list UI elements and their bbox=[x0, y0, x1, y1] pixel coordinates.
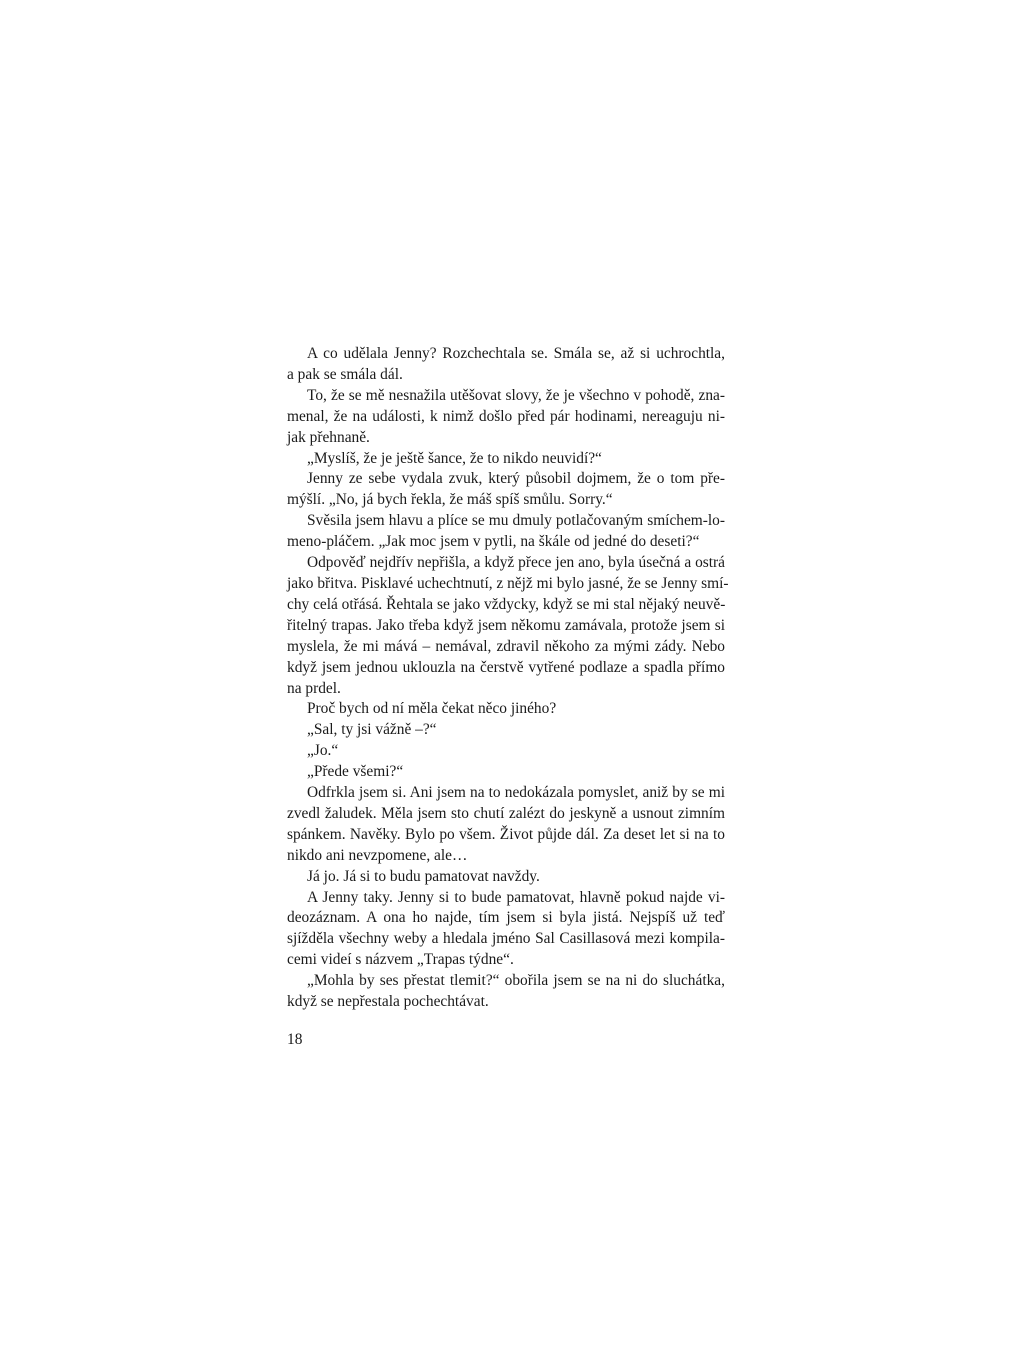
text-line: „Mohla by ses přestat tlemit?“ obořila jsem se na ni do sluchátka, bbox=[307, 972, 725, 990]
body-text bbox=[287, 344, 729, 1013]
text-line: menal, že na události, k nimž došlo před pár hodinami, nereaguju ni- bbox=[287, 407, 725, 425]
text-line: deozáznam. A ona ho najde, tím jsem si byla jistá. Nejspíš už teď bbox=[287, 909, 725, 927]
page-number: 18 bbox=[287, 1031, 303, 1048]
paragraph bbox=[287, 867, 725, 888]
text-line: Odpověď nejdřív nepřišla, a když přece jen ano, byla úsečná a ostrá bbox=[307, 554, 725, 572]
text-line: To, že se mě nesnažila utěšovat slovy, že je všechno v pohodě, zna- bbox=[307, 386, 725, 404]
paragraph bbox=[287, 469, 725, 511]
text-line: mýšlí. „No, já bych řekla, že máš spíš smůlu. Sorry.“ bbox=[287, 491, 613, 509]
paragraph bbox=[287, 344, 725, 386]
paragraph bbox=[287, 511, 725, 553]
text-line: nikdo ani nevzpomene, ale… bbox=[287, 846, 468, 864]
paragraph bbox=[287, 699, 725, 720]
text-line: když se nepřestala pochechtávat. bbox=[287, 993, 489, 1011]
text-line: Já jo. Já si to budu pamatovat navždy. bbox=[307, 867, 540, 885]
text-line: meno-pláčem. „Jak moc jsem v pytli, na škále od jedné do deseti?“ bbox=[287, 533, 700, 551]
text-line: když jsem jednou uklouzla na čerstvě vytřené podlaze a spadla přímo bbox=[287, 658, 725, 676]
text-line: „Sal, ty jsi vážně –?“ bbox=[307, 721, 437, 739]
paragraph bbox=[287, 971, 725, 1013]
paragraph bbox=[287, 741, 725, 762]
text-line: „Přede všemi?“ bbox=[307, 763, 404, 781]
text-line: A Jenny taky. Jenny si to bude pamatovat, hlavně pokud najde vi- bbox=[307, 888, 725, 906]
text-line: Odfrkla jsem si. Ani jsem na to nedokázala pomyslet, aniž by se mi bbox=[307, 784, 725, 802]
paragraph bbox=[287, 783, 725, 867]
text-line: chy celá otřásá. Řehtala se jako vždycky, když se mi stal nějaký neuvě- bbox=[287, 595, 726, 613]
text-line: A co udělala Jenny? Rozchechtala se. Smála se, až si uchrochtla, bbox=[307, 345, 725, 362]
text-line: na prdel. bbox=[287, 679, 341, 697]
text-line: řitelný trapas. Jako třeba když jsem někomu zamávala, protože jsem si bbox=[287, 616, 725, 634]
text-line: cemi videí s názvem „Trapas týdne“. bbox=[287, 951, 514, 969]
paragraph bbox=[287, 720, 725, 741]
text-line: a pak se smála dál. bbox=[287, 365, 403, 383]
paragraph bbox=[287, 762, 725, 783]
text-line: sjížděla všechny weby a hledala jméno Sal Casillasová mezi kompila- bbox=[287, 930, 725, 948]
paragraph bbox=[287, 449, 725, 470]
text-line: jak přehnaně. bbox=[287, 428, 370, 446]
text-line: Svěsila jsem hlavu a plíce se mu dmuly potlačovaným smíchem-lo- bbox=[307, 512, 725, 530]
text-line: Proč bych od ní měla čekat něco jiného? bbox=[307, 700, 557, 718]
text-line: „Myslíš, že je ještě šance, že to nikdo neuvidí?“ bbox=[307, 449, 602, 467]
paragraph bbox=[287, 386, 725, 449]
text-line: Jenny ze sebe vydala zvuk, který působil dojmem, že o tom pře- bbox=[307, 470, 725, 488]
text-line: myslela, že mi mává – nemával, zdravil někoho za mými zády. Nebo bbox=[287, 637, 725, 655]
paragraph bbox=[287, 888, 725, 972]
text-line: spánkem. Navěky. Bylo po všem. Život půjde dál. Za deset let si na to bbox=[287, 825, 725, 843]
text-line: jako břitva. Pisklavé uchechtnutí, z nějž mi bylo jasné, že se Jenny smí- bbox=[287, 574, 729, 592]
paragraph bbox=[287, 553, 729, 699]
text-line: zvedl žaludek. Měla jsem sto chutí zalézt do jeskyně a usnout zimním bbox=[287, 804, 725, 822]
text-line: „Jo.“ bbox=[307, 742, 339, 760]
